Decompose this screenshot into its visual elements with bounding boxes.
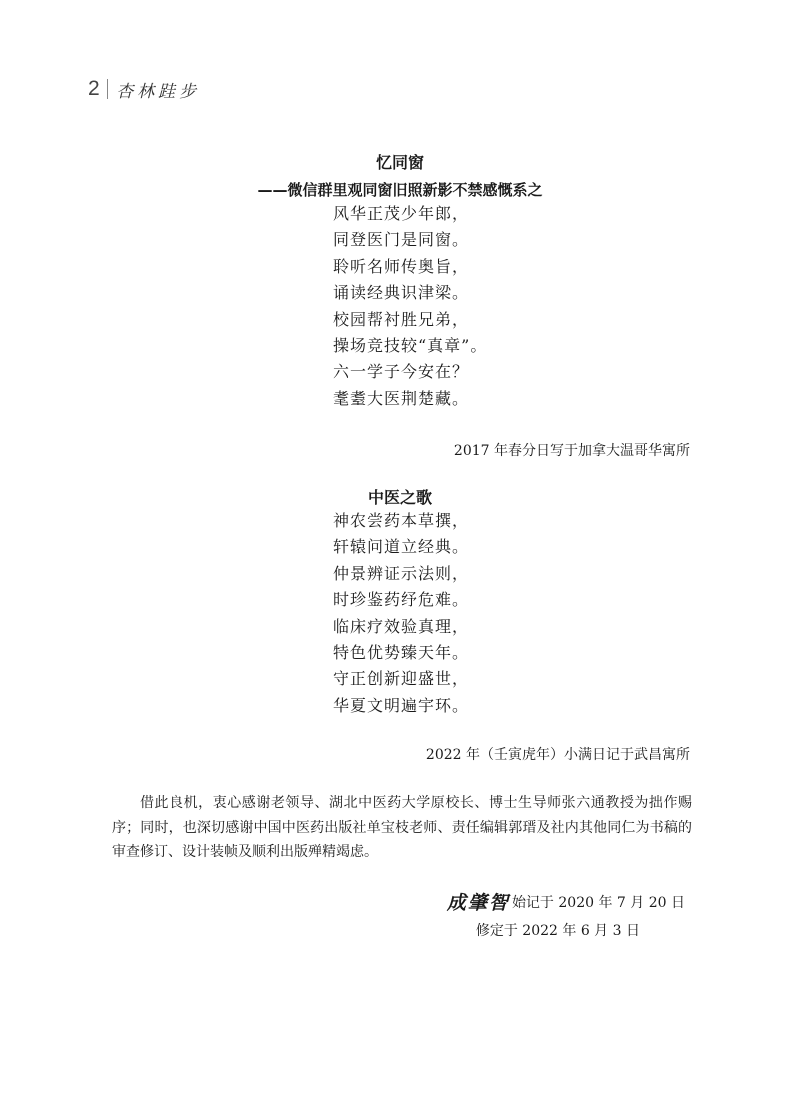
poem-line: 临床疗效验真理， [333,616,470,636]
poem-dateline: 2017 年春分日写于加拿大温哥华寓所 [453,443,690,459]
poem-body [333,508,469,719]
page-number: 2 [88,77,100,100]
poem-line: 轩辕问道立经典。 [333,537,470,557]
poem-line: 时珍鉴药纾危难。 [333,590,470,610]
poem-line: 聆听名师传奥旨， [333,256,470,276]
revision-date: 修定于 2022 年 6 月 3 日 [475,923,640,939]
poem-line: 操场竞技较“真章”。 [333,335,488,355]
poem-line: 同登医门是同窗。 [333,230,470,250]
poem-line: 特色优势臻天年。 [333,642,470,662]
poem-line: 风华正茂少年郎， [333,204,470,223]
acknowledgement-paragraph: 借此良机，衷心感谢老领导、湖北中医药大学原校长、博士生导师张六通教授为拙作赐序；同时，也深切感谢中国中医药出版社单宝枝老师、责任编辑郭瑨及社内其他同仁为书稿的审查修订、设计装帧及顺利出版殚精竭虑。 [112,795,692,860]
running-head: 杏林跬步 [116,81,201,102]
poem-line: 耄耋大医荆楚藏。 [333,388,470,408]
author-signature: 成肇智 [446,892,510,914]
start-date: 始记于 2020 年 7 月 20 日 [511,894,685,911]
poem-subtitle: ——微信群里观同窗旧照新影不禁感慨系之 [257,181,543,199]
poem-line: 诵读经典识津梁。 [333,283,470,303]
poem-line: 六一学子今安在？ [333,362,470,382]
poem-line: 守正创新迎盛世， [333,669,470,689]
poem-title: 忆同窗 [375,153,424,172]
poem-line: 仲景辨证示法则， [333,563,470,583]
signature-row [447,888,685,915]
poem-body [333,201,487,412]
poem-dateline: 2022 年（壬寅虎年）小满日记于武昌寓所 [425,747,690,763]
header-divider [107,79,109,99]
poem-line: 华夏文明遍宇环。 [333,695,470,715]
poem-line: 神农尝药本草撰， [333,511,470,530]
poem-title: 中医之歌 [367,488,432,507]
page-header [88,74,200,104]
poem-line: 校园帮衬胜兄弟， [333,309,470,329]
